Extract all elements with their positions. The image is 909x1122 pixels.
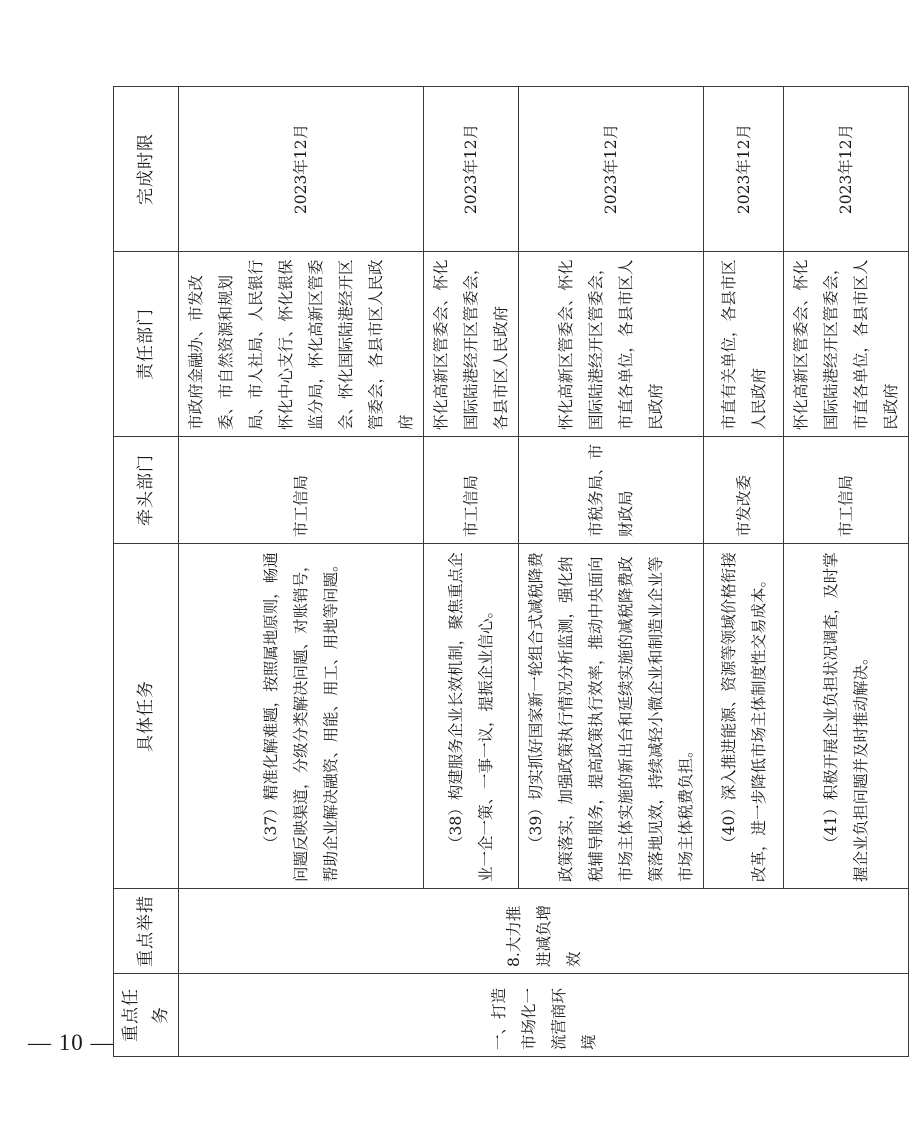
lead-department-cell: 市工信局: [179, 437, 424, 544]
deadline-cell: 2023年12月: [424, 87, 519, 252]
lead-department-cell: 市税务局、市财政局: [519, 437, 704, 544]
responsible-department-cell: 怀化高新区管委会、怀化国际陆港经开区管委会，各县市区人民政府: [424, 252, 519, 437]
header-responsible-department: 责任部门: [114, 252, 179, 437]
lead-department-cell: 市发改委: [704, 437, 784, 544]
key-task-cell: 一、打造市场化一流营商环境: [179, 974, 909, 1057]
table-header-row: [114, 87, 179, 1057]
deadline-cell: 2023年12月: [704, 87, 784, 252]
responsible-department-cell: 市直有关单位，各县市区人民政府: [704, 252, 784, 437]
lead-department-cell: 市工信局: [424, 437, 519, 544]
specific-task-cell: （39）切实抓好国家新一轮组合式减税降费政策落实，加强政策执行情况分析监测，强化纳税辅导服务，提高政策执行效率，推动中央面向市场主体实施的新出台和延续实施的减税降费政策落地见效，持续减轻小微企业和制造业企业等市场主体税费负担。: [519, 544, 704, 889]
header-deadline: 完成时限: [114, 87, 179, 252]
header-lead-department: 牵头部门: [114, 437, 179, 544]
rotated-table-container: [113, 87, 900, 1057]
specific-task-cell: （40）深入推进能源、资源等领域价格衔接改革，进一步降低市场主体制度性交易成本。: [704, 544, 784, 889]
responsible-department-cell: 怀化高新区管委会、怀化国际陆港经开区管委会，市直各单位，各县市区人民政府: [519, 252, 704, 437]
deadline-cell: 2023年12月: [519, 87, 704, 252]
lead-department-cell: 市工信局: [784, 437, 909, 544]
task-table: [113, 86, 909, 1057]
page-number: — 10 —: [28, 1030, 115, 1055]
responsible-department-cell: 怀化高新区管委会、怀化国际陆港经开区管委会，市直各单位，各县市区人民政府: [784, 252, 909, 437]
specific-task-cell: （38）构建服务企业长效机制，聚焦重点企业一企一策、一事一议，提振企业信心。: [424, 544, 519, 889]
responsible-department-cell: 市政府金融办、市发改委、市自然资源和规划局、市人社局、人民银行怀化中心支行、怀化银保监分局，怀化高新区管委会、怀化国际陆港经开区管委会，各县市区人民政府: [179, 252, 424, 437]
deadline-cell: 2023年12月: [784, 87, 909, 252]
header-specific-task: 具体任务: [114, 544, 179, 889]
deadline-cell: 2023年12月: [179, 87, 424, 252]
header-key-task: 重点任务: [114, 974, 179, 1057]
specific-task-cell: （41）积极开展企业负担状况调查，及时掌握企业负担问题并及时推动解决。: [784, 544, 909, 889]
table-row: [179, 87, 424, 1057]
specific-task-cell: （37）精准化解难题，按照属地原则，畅通问题反映渠道，分级分类解决问题、对账销号，帮助企业解决融资、用能、用工、用地等问题。: [179, 544, 424, 889]
header-key-measure: 重点举措: [114, 889, 179, 974]
key-measure-cell: 8.大力推进减负增效: [179, 889, 909, 974]
